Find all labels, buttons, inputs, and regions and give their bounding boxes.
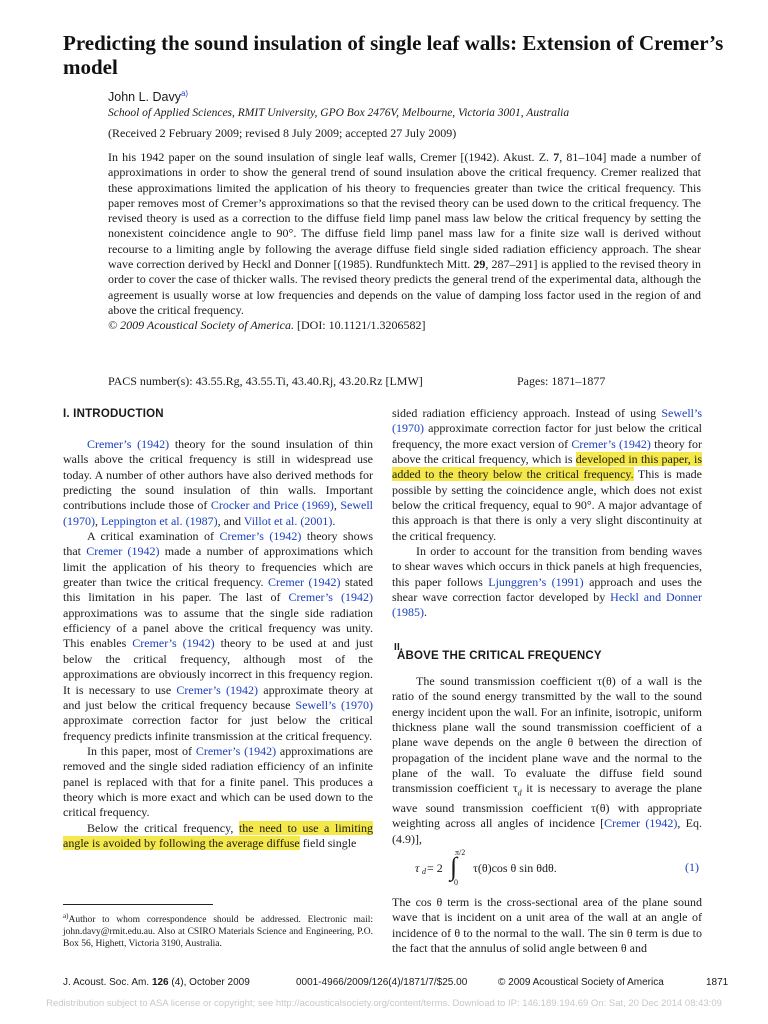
- paragraph-text: approach and uses the shear wave correction factor developed by: [392, 574, 702, 605]
- abstract-volume: 29: [473, 257, 486, 272]
- citation-link[interactable]: Leppington et al. (1987): [101, 513, 218, 528]
- right-column-bottom: [392, 674, 702, 847]
- left-column: [63, 437, 373, 851]
- footer-journal: [63, 977, 250, 988]
- citation-link[interactable]: Cremer’s (1942): [176, 682, 259, 697]
- paragraph-text: Below the critical frequency,: [87, 820, 239, 835]
- paragraph-text: .: [332, 513, 336, 528]
- paragraph: [392, 406, 702, 544]
- paragraph-text: theory for the sound insulation of thin walls above the critical frequency is still in widespread use today. A number of other authors have also derived methods for predicting the sound insulation of thin walls. Important contributions include those of: [63, 437, 373, 513]
- citation-link[interactable]: Cremer’s (1942): [87, 437, 170, 451]
- footer-journal-name: J. Acoust. Soc. Am.: [63, 977, 152, 988]
- citation-link[interactable]: Villot et al. (2001): [243, 513, 333, 528]
- paragraph: [63, 744, 373, 821]
- received-dates: (Received 2 February 2009; revised 8 July 2009; accepted 27 July 2009): [108, 126, 457, 140]
- equation-equals: = 2: [427, 861, 443, 875]
- abstract-copyright: © 2009 Acoustical Society of America.: [108, 318, 294, 333]
- page-number: 1871: [706, 977, 729, 988]
- paragraph-text: The sound transmission coefficient τ(θ) of a wall is the ratio of the sound energy transmitted by the wall to the sound energy incident upon the wall. For an infinite, isotropic, uniform thickness plane wall the sound transmission coefficient of a plane wave depends on the angle θ between the direction of propagation of the incident plane wave and the normal to the plane of the wall. To evaluate the diffuse field sound transmission coefficient τ: [392, 674, 702, 796]
- abstract-body: [108, 150, 701, 318]
- equation-integrand: τ(θ)cos θ sin θdθ.: [473, 861, 557, 875]
- subscript: d: [517, 788, 522, 798]
- paragraph-text: sided radiation efficiency approach. Instead of using: [392, 406, 662, 420]
- author-name: [108, 89, 188, 104]
- footer-volume: 126: [151, 977, 169, 988]
- paragraph-text: ,: [333, 498, 341, 513]
- footnote-divider: [63, 904, 213, 905]
- section-heading-above-critical: ABOVE THE CRITICAL FREQUENCY: [397, 650, 602, 662]
- paragraph-text: , Eq. (4.9)],: [392, 816, 702, 846]
- paragraph-text: approximations was to assume that the single side radiation efficiency of a panel above the critical frequency was unity. This enables: [63, 605, 373, 651]
- citation-link[interactable]: Cremer (1942): [268, 575, 341, 590]
- section-heading-introduction: I. INTRODUCTION: [63, 408, 164, 420]
- right-column-top: [392, 406, 702, 621]
- citation-link[interactable]: Sewell (1970): [63, 498, 374, 528]
- footnote-text: Author to whom correspondence should be addressed. Electronic mail: john.davy@rmit.edu.au. Also at CSIRO Materials Science and Engineering, P.O. Box 56, Highett, Victoria 3190, Australia.: [63, 915, 373, 950]
- section-number: II.: [394, 642, 403, 653]
- paragraph-text: approximations are removed and the single sided radiation efficiency of an infinite panel is replaced with that for a finite panel. This produces a theory which is more exact and which can be used down to the critical frequency.: [63, 743, 373, 820]
- citation-link[interactable]: Sewell’s (1970): [295, 697, 374, 712]
- equation-lhs: τ: [415, 861, 420, 875]
- citation-link[interactable]: Cremer’s (1942): [132, 636, 215, 651]
- citation-link[interactable]: Heckl and Donner (1985): [392, 590, 702, 620]
- paragraph: The cos θ term is the cross-sectional area of the plane sound wave that is incident on a unit area of the wall at an angle of incidence of θ to the normal to the wall. The sin θ term is due to the fact that the annulus of solid angle between θ and: [392, 895, 702, 956]
- paragraph-text: it is necessary to average the plane wave sound transmission coefficient τ(θ) with appropriate weighting across all angles of incidence [: [392, 781, 703, 831]
- abstract-copyright-line: [108, 318, 701, 333]
- integral-lower-limit: 0: [454, 878, 458, 887]
- paragraph: [392, 544, 702, 621]
- paragraph-text: stated this limitation in his paper. The last of: [63, 575, 373, 605]
- equation-1: [413, 848, 703, 888]
- right-column-end: [392, 895, 702, 956]
- paragraph: [392, 674, 702, 847]
- citation-link[interactable]: Cremer (1942): [86, 544, 160, 559]
- author-affiliation: School of Applied Sciences, RMIT University, GPO Box 2476V, Melbourne, Victoria 3001, Australia: [108, 107, 570, 119]
- paragraph-text: theory to be used at and just below the critical frequency, although most of the approximations are obviously incorrect in this frequency region. It is necessary to use: [63, 636, 373, 697]
- citation-link[interactable]: Sewell’s (1970): [392, 406, 702, 436]
- abstract-text: , 81–104] made a number of approximations in order to show the general trend of sound insulation above the critical frequency. Cremer realized that these approximations limited the application of his theory to frequencies greater than twice the critical frequency. This paper removes most of Cremer’s approximations so that the revised theory can be used down to the critical frequency. The revised theory is used as a correction to the diffuse field limp panel mass law below the critical frequency by setting the nonexistent coincidence angle to 90°. The diffuse field limp panel mass law for a finite size wall is derived without recourse to a limiting angle by following the average diffuse field single sided radiation efficiency approach. The shear wave correction derived by Heckl and Donner [(1985). Rundfunktech Mitt.: [108, 150, 701, 272]
- citation-link[interactable]: Cremer’s (1942): [288, 590, 373, 605]
- paragraph-text: This is made possible by setting the coincidence angle, which does not exist below the critical frequency, equal to 90°. A major advantage of this approach is that there is only a very slight discontinuity at the critical frequency.: [392, 467, 703, 543]
- citation-link[interactable]: Cremer’s (1942): [571, 436, 651, 451]
- footer-code: 0001-4966/2009/126(4)/1871/7/$25.00: [296, 977, 468, 988]
- paragraph-text: In this paper, most of: [87, 743, 196, 758]
- footer-issue: (4), October 2009: [168, 977, 250, 988]
- paragraph-text: approximate theory at and just below the critical frequency because: [63, 682, 373, 712]
- abstract-doi: [DOI: 10.1121/1.3206582]: [293, 318, 426, 333]
- citation-link[interactable]: Cremer’s (1942): [219, 529, 302, 544]
- paragraph-text: approximate correction factor for just below the critical frequency, the more exact version of: [392, 421, 702, 451]
- abstract-text: , 287–291] is applied to the revised theory in order to cover the case of thicker walls. The revised theory predicts the general trend of the experimental data, although the agreement is usually worse at low frequencies and depends on the value of damping loss factor used in the region of and above the critical frequency.: [108, 257, 701, 317]
- highlighted-text[interactable]: developed in this paper, is added to the theory below the critical frequency.: [392, 452, 702, 482]
- page-range: Pages: 1871–1877: [517, 374, 606, 388]
- citation-link[interactable]: Ljunggren’s (1991): [488, 574, 584, 589]
- paragraph-text: field single: [299, 835, 357, 850]
- pacs-numbers: PACS number(s): 43.55.Rg, 43.55.Ti, 43.40.Rj, 43.20.Rz [LMW]: [108, 374, 423, 388]
- abstract-text: In his 1942 paper on the sound insulation of single leaf walls, Cremer [(1942). Akust. Z.: [108, 150, 554, 164]
- equation-number[interactable]: (1): [685, 860, 699, 874]
- paragraph: [63, 529, 373, 744]
- integral-sign: ∫: [450, 852, 458, 881]
- paper-title: Predicting the sound insulation of single leaf walls: Extension of Cremer’s model: [63, 31, 724, 79]
- paragraph-text: made a number of approximations which limit the application of his theory to frequencies which are greater than twice the critical frequency.: [63, 544, 373, 590]
- author-footnote-marker[interactable]: a): [180, 89, 189, 98]
- paragraph-text: approximate correction factor for just below the critical frequency predicts infinite transmission at the critical frequency.: [63, 713, 373, 743]
- citation-link[interactable]: Crocker and Price (1969): [210, 498, 334, 513]
- author-name-text: John L. Davy: [108, 90, 181, 105]
- citation-link[interactable]: Cremer’s (1942): [195, 743, 277, 758]
- paragraph: [63, 821, 373, 852]
- paragraph-text: theory for above the critical frequency, which is: [392, 436, 702, 467]
- abstract-volume: 7: [553, 150, 560, 164]
- footnote-marker: a): [63, 912, 69, 920]
- footnote: [63, 910, 373, 950]
- paragraph-text: ,: [95, 513, 101, 528]
- paragraph: [63, 437, 373, 529]
- citation-link[interactable]: Cremer (1942): [604, 816, 678, 831]
- highlighted-text[interactable]: the need to use a limiting angle is avoided by following the average diffuse: [63, 820, 373, 850]
- paragraph-text: A critical examination of: [87, 529, 220, 544]
- equation-lhs-subscript: d: [422, 867, 426, 876]
- paragraph-text: In order to account for the transition from bending waves to shear waves which occurs in thick panels at high frequencies, this paper follows: [392, 544, 702, 589]
- redistribution-notice: Redistribution subject to ASA license or copyright; see http://acousticalsociety.org/content/terms. Download to IP: 146.189.194.69 On: Sat, 20 Dec 2014 08:43:09: [46, 998, 722, 1009]
- paragraph-text: .: [424, 605, 427, 620]
- footer-copyright: © 2009 Acoustical Society of America: [498, 977, 664, 988]
- abstract: [108, 150, 701, 334]
- integral-upper-limit: π/2: [455, 848, 466, 857]
- paragraph-text: theory shows that: [63, 529, 373, 559]
- paragraph-text: , and: [217, 513, 244, 528]
